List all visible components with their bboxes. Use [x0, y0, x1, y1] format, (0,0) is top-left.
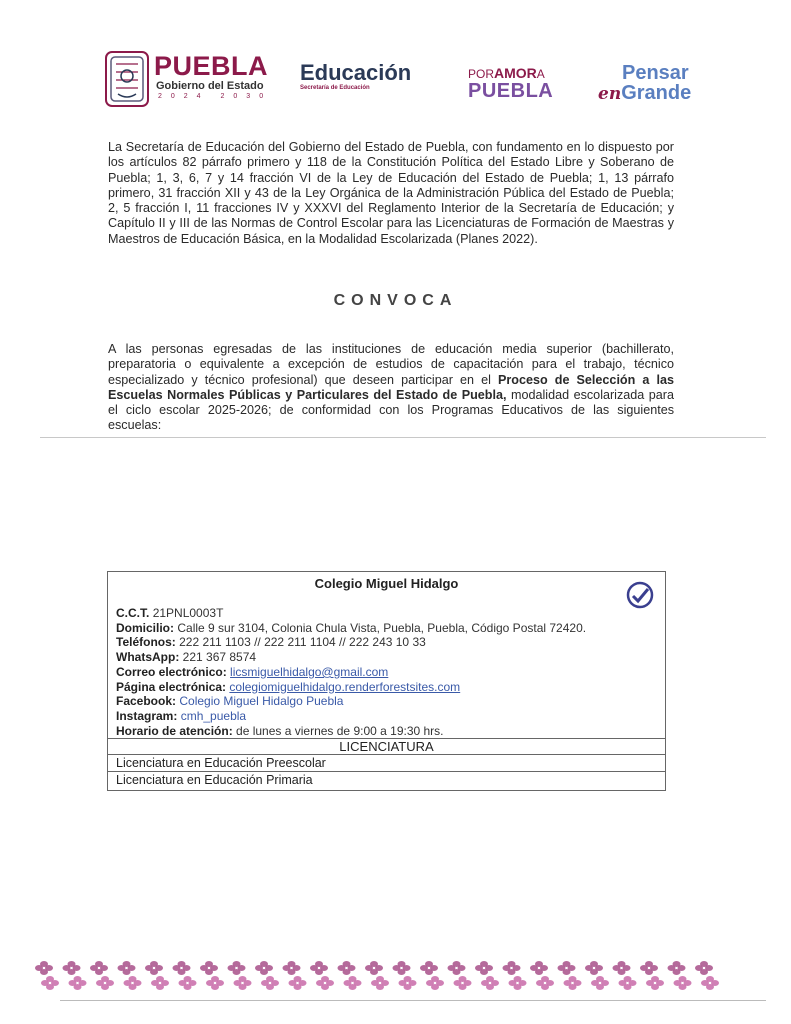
footer-ornament: [640, 961, 658, 975]
footer-ornament: [206, 976, 224, 990]
amor-por: POR: [468, 67, 495, 81]
pensar-en: en: [598, 84, 622, 104]
footer-ornament: [338, 961, 356, 975]
footer-ornament: [145, 961, 163, 975]
amor-a: A: [536, 67, 545, 81]
footer-ornament: [228, 961, 246, 975]
por-amor-a-puebla-logo: [468, 66, 588, 101]
footer-ornament: [591, 976, 609, 990]
footer-ornament: [96, 976, 114, 990]
footer-ornament: [173, 961, 191, 975]
puebla-government-logo: [154, 52, 272, 102]
footer-ornament: [674, 976, 692, 990]
footer-ornament: [558, 961, 576, 975]
education-subtitle: Secretaría de Educación: [300, 85, 370, 91]
footer-ornament: [448, 961, 466, 975]
footer-ornament: [310, 961, 328, 975]
footer-ornament: [619, 976, 637, 990]
pensar-word: Pensar: [622, 62, 689, 84]
footer-ornament: [179, 976, 197, 990]
footer-ornament: [371, 976, 389, 990]
licenciatura-row: Licenciatura en Educación Preescolar: [108, 754, 665, 770]
footer-ornament: [118, 961, 136, 975]
footer-ornament: [475, 961, 493, 975]
footer-ornament: [695, 961, 713, 975]
state-seal-icon: [104, 50, 150, 108]
education-logo: [300, 62, 411, 92]
call-part2: modalidad escolarizada para el ciclo escolar 2025-2026; de conformidad con los Programas Educativos de las siguientes escuelas:: [108, 387, 674, 433]
education-title: Educación: [300, 60, 412, 85]
licenciatura-header: LICENCIATURA: [108, 738, 665, 755]
pensar-grande: Grande: [621, 82, 692, 104]
footer-ornament: [420, 961, 438, 975]
header-logos: [104, 48, 724, 110]
footer-ornament: [530, 961, 548, 975]
footer-ornament: [536, 976, 554, 990]
puebla-subtitle: Gobierno del Estado: [156, 80, 264, 92]
school-emblem-icon: [625, 580, 655, 610]
footer-ornament: [316, 976, 334, 990]
domicilio-value: Calle 9 sur 3104, Colonia Chula Vista, Puebla, Puebla, Código Postal 72420.: [177, 620, 587, 635]
decorative-footer-pattern: [30, 960, 730, 992]
footer-divider: [60, 1000, 766, 1001]
facebook-value: Colegio Miguel Hidalgo Puebla: [179, 694, 344, 709]
footer-ornament: [200, 961, 218, 975]
footer-ornament: [399, 976, 417, 990]
footer-ornament: [646, 976, 664, 990]
footer-ornament: [481, 976, 499, 990]
footer-ornament: [613, 961, 631, 975]
amor-puebla: PUEBLA: [468, 80, 554, 102]
footer-ornament: [41, 976, 59, 990]
pagina-label: Página electrónica:: [116, 679, 227, 694]
facebook-label: Facebook:: [116, 694, 177, 709]
horario-label: Horario de atención:: [116, 723, 233, 738]
cct-value: 21PNL0003T: [152, 606, 224, 620]
website-link[interactable]: colegiomiguelhidalgo.renderforestsites.com: [229, 679, 461, 694]
footer-ornament: [509, 976, 527, 990]
call-part1: A las personas egresadas de las instituciones de educación media superior (bachillerato, preparatoria o equivalente a excepción de estudios de capacitación para el trabajo, técnico especializado y técnico profesional) que deseen participar en el: [108, 342, 674, 387]
footer-ornament: [585, 961, 603, 975]
puebla-name: PUEBLA: [154, 51, 269, 81]
footer-ornament: [426, 976, 444, 990]
divider: [40, 437, 766, 438]
footer-ornament: [701, 976, 719, 990]
footer-ornament: [35, 961, 53, 975]
whatsapp-value: 221 367 8574: [182, 650, 257, 665]
school-name: Colegio Miguel Hidalgo: [314, 576, 459, 591]
footer-ornament: [454, 976, 472, 990]
whatsapp-label: WhatsApp:: [116, 650, 180, 665]
en-grande-line: [598, 82, 728, 105]
telefonos-value: 222 211 1103 // 222 211 1104 // 222 243 10 33: [179, 635, 426, 650]
footer-ornament: [344, 976, 362, 990]
call-bold: Proceso de Selección a las Escuelas Normales Públicas y Particulares del Estado de Puebla,: [108, 372, 674, 402]
footer-ornament: [289, 976, 307, 990]
correo-label: Correo electrónico:: [116, 664, 227, 679]
cct-label: C.C.T.: [116, 606, 150, 620]
domicilio-label: Domicilio:: [116, 620, 175, 635]
footer-ornament: [255, 961, 273, 975]
footer-ornament: [668, 961, 686, 975]
footer-ornament: [503, 961, 521, 975]
amor-amor: AMOR: [494, 65, 537, 81]
school-info: [116, 606, 586, 738]
footer-ornament: [124, 976, 142, 990]
footer-ornament: [63, 961, 81, 975]
pensar-en-grande-logo: [598, 64, 728, 105]
call-paragraph: [108, 342, 674, 434]
school-card: [107, 571, 666, 791]
footer-ornament: [234, 976, 252, 990]
footer-ornament: [564, 976, 582, 990]
footer-ornament: [261, 976, 279, 990]
page-title: CONVOCA: [333, 292, 458, 309]
footer-ornament: [365, 961, 383, 975]
footer-ornament: [69, 976, 87, 990]
instagram-value: cmh_puebla: [180, 708, 247, 723]
email-link[interactable]: licsmiguelhidalgo@gmail.com: [230, 664, 389, 679]
footer-ornament: [283, 961, 301, 975]
horario-value: de lunes a viernes de 9:00 a 19:30 hrs.: [236, 723, 444, 738]
footer-ornament: [393, 961, 411, 975]
intro-paragraph: La Secretaría de Educación del Gobierno del Estado de Puebla, con fundamento en lo dispuesto por los artículos 82 párrafo primero y 118 de la Constitución Política del Estado Libre y Soberano de Puebla; 1, 3, 6, 7 y 14 fracción VI de la Ley de Educación del Estado de Puebla; 1, 13 párrafo primero, 31 fracción XII y 43 de la Ley Orgánica de la Administración Pública del Estado de Puebla; 2, 5 fracción I, 11 fracciones IV y XXXVI del Reglamento Interior de la Secretaría de Educación; y Capítulo II y III de las Normas de Control Escolar para las Licenciaturas de Formación de Maestras y Maestros de Educación Básica, en la Modalidad Escolarizada (Planes 2022).: [108, 140, 674, 246]
telefonos-label: Teléfonos:: [116, 635, 176, 650]
footer-ornament: [151, 976, 169, 990]
amor-line: [468, 66, 588, 81]
licenciatura-row: Licenciatura en Educación Primaria: [108, 771, 665, 787]
instagram-label: Instagram:: [116, 708, 178, 723]
puebla-years: 2024 2030: [158, 93, 273, 100]
footer-ornament: [90, 961, 108, 975]
